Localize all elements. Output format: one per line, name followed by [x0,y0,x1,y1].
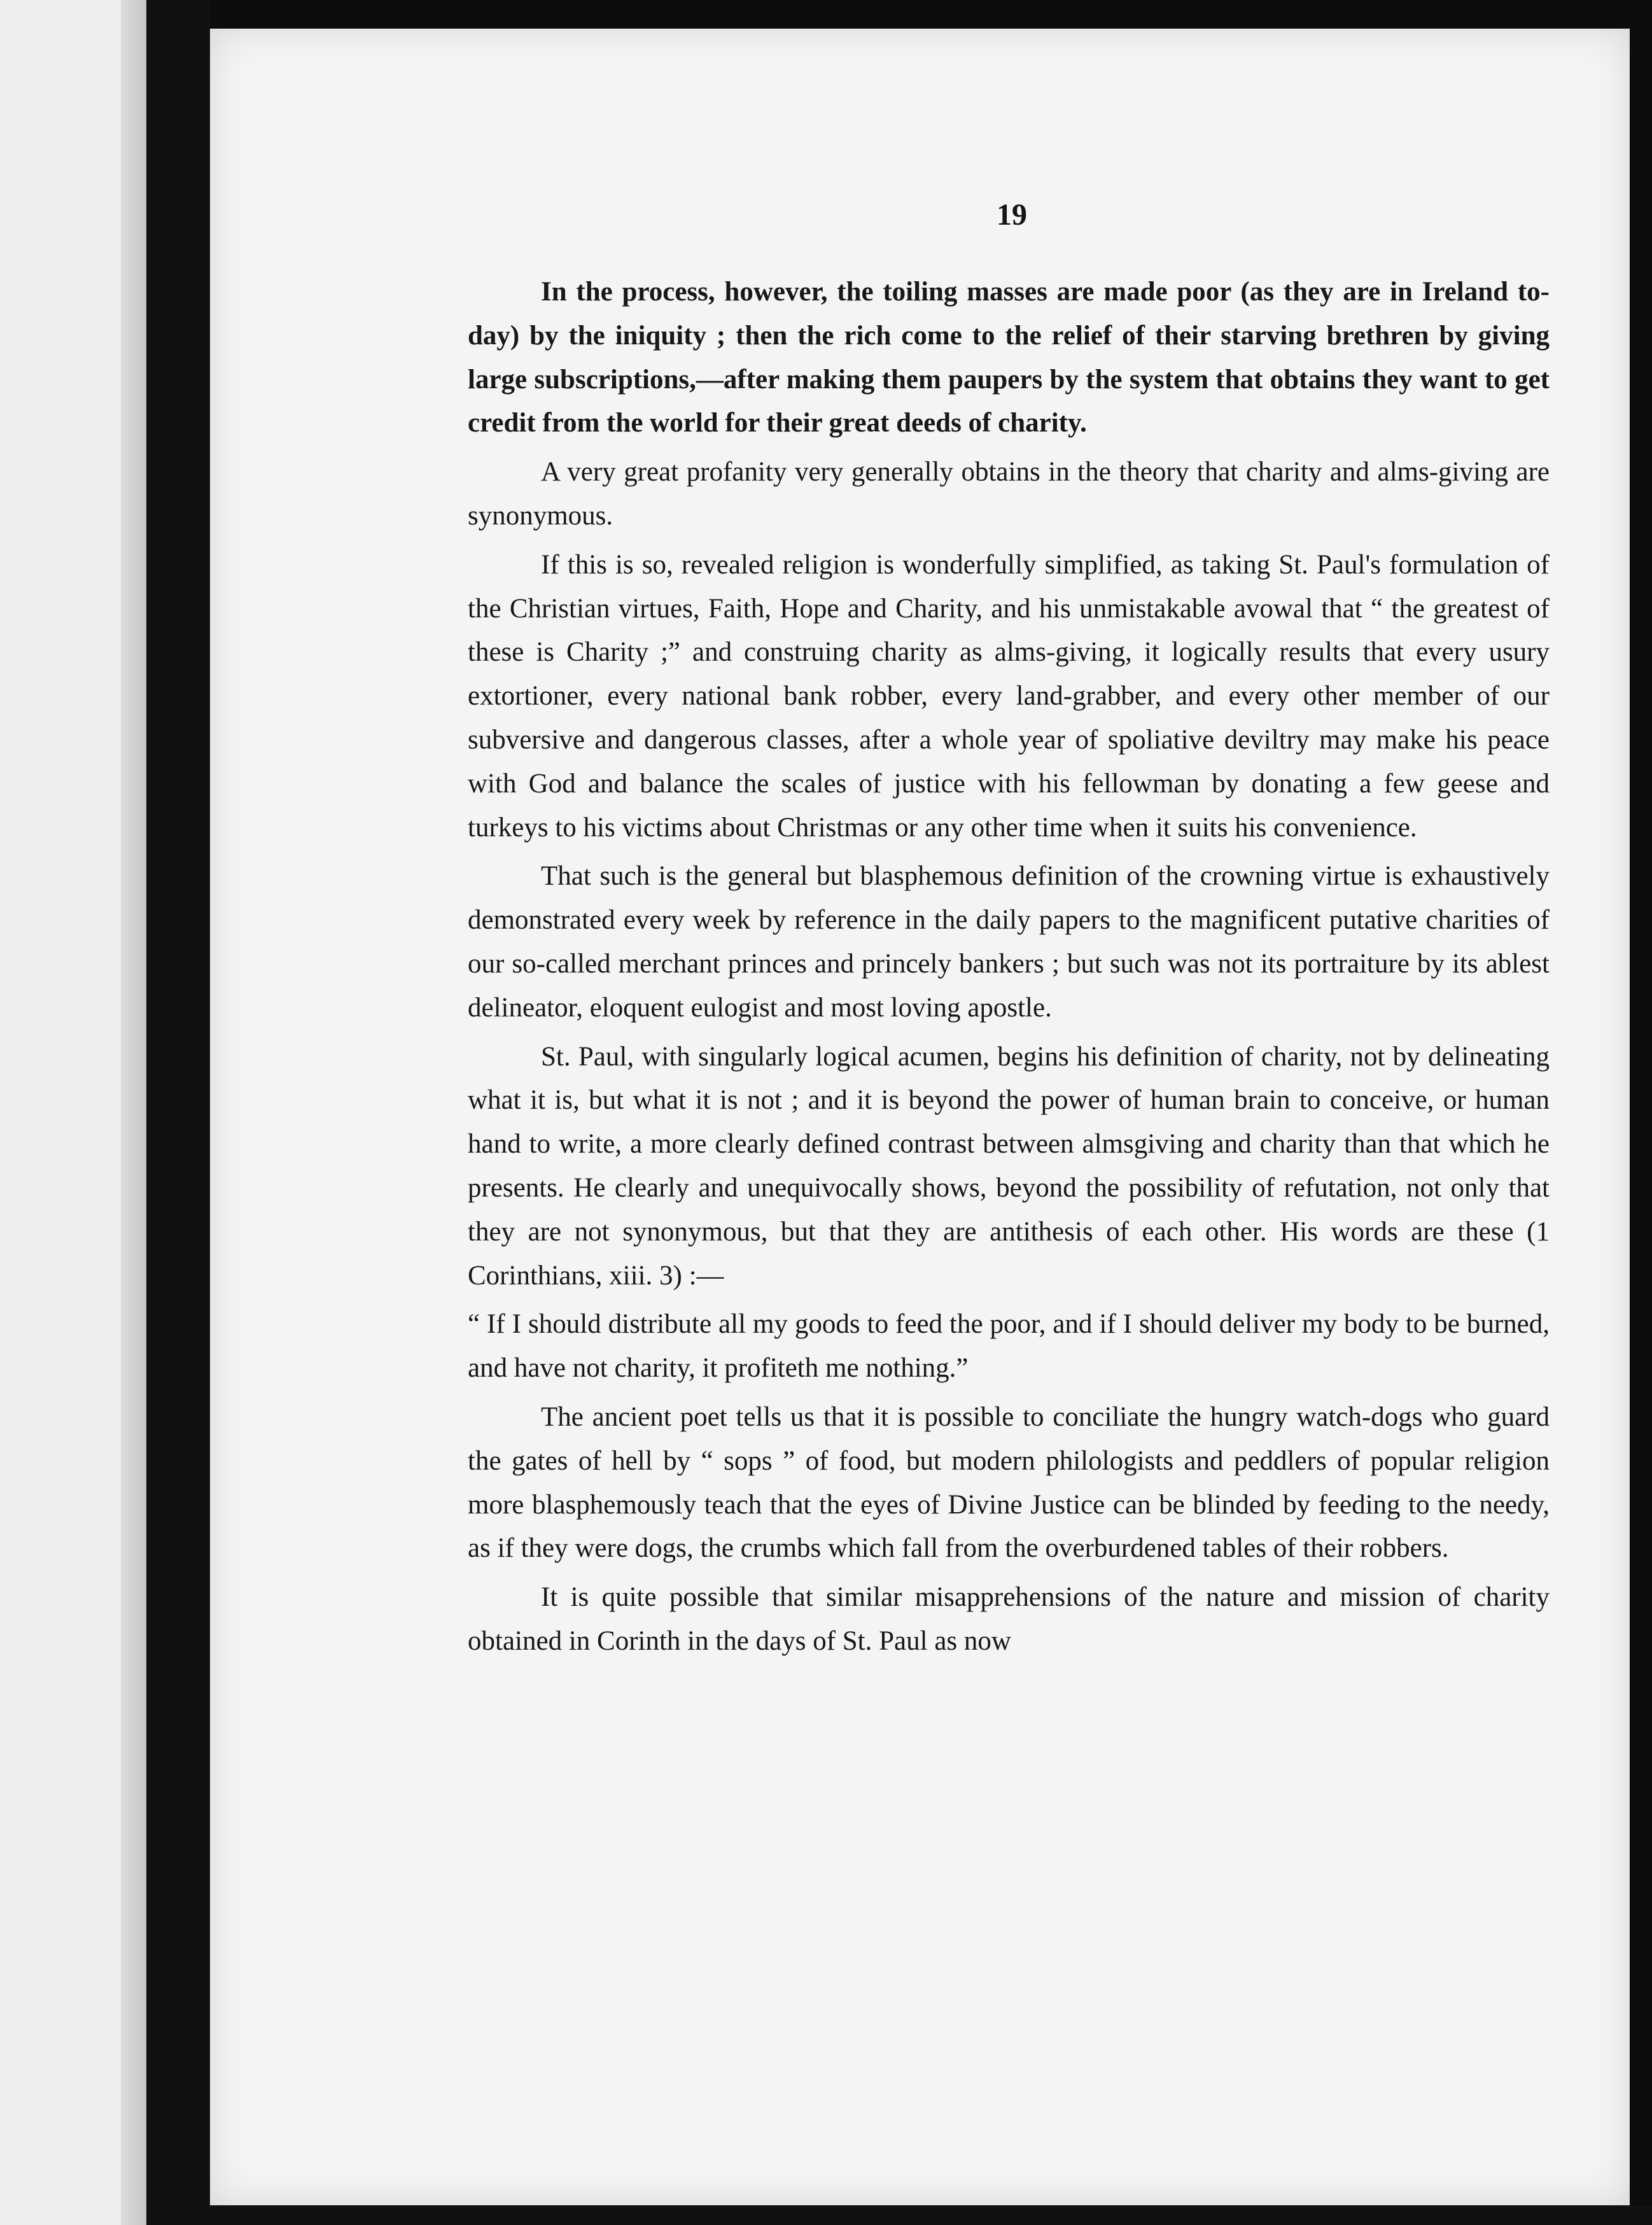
paragraph-4: That such is the general but blasphemous definition of the crowning virtue is exhaustively demonstrated every week by reference in the daily papers to the magnificent putative charities of our so-called merchant princes and princely bankers ; but such was not its portraiture by its ablest delineator, eloquent eulogist and most loving apostle. [468,861,1550,1023]
paragraph-1: In the process, however, the toiling masses are made poor (as they are in Ireland to-day) by the iniquity ; then the rich come to the relief of their starving brethren by giving large subscriptions,—after making them paupers by the system that obtains they want to get credit from the world for their great deeds of charity. [468,277,1550,439]
book-binding [146,0,210,2225]
facing-page-edge [0,0,146,2225]
quotation-paragraph: “ If I should distribute all my goods to feed the poor, and if I should deliver my body to be burned, and have not charity, it profiteth me nothing.” [468,1309,1550,1384]
page-number: 19 [997,198,1027,232]
paragraph-3: If this is so, revealed religion is wonderfully simplified, as taking St. Paul's formulation of the Christian virtues, Faith, Hope and Charity, and his unmistakable avowal that “ the greatest of these is Charity ;” and construing charity as alms-giving, it logically results that every usury extortioner, every national bank robber, every land-grabber, and every other member of our subversive and dangerous classes, after a whole year of spoliative deviltry may make his peace with God and balance the scales of justice with his fellowman by donating a few geese and turkeys to his victims about Christmas or any other time when it suits his convenience. [468,549,1550,843]
paragraph-7: The ancient poet tells us that it is possible to conciliate the hungry watch-dogs who guard the gates of hell by “ sops ” of food, but modern philologists and peddlers of popular religion more blasphemously teach that the eyes of Divine Justice can be blinded by feeding to the needy, as if they were dogs, the crumbs which fall from the overburdened tables of their robbers. [468,1401,1550,1564]
body-text [468,270,1550,1669]
page-bottom-shadow [210,2205,1652,2225]
paragraph-8: It is quite possible that similar misapprehensions of the nature and mission of charity obtained in Corinth in the days of St. Paul as now [468,1582,1550,1656]
paragraph-2: A very great profanity very generally obtains in the theory that charity and alms-giving are synonymous. [468,457,1550,531]
paragraph-5: St. Paul, with singularly logical acumen, begins his definition of charity, not by delineating what it is, but what it is not ; and it is beyond the power of human brain to conceive, or human hand to write, a more clearly defined contrast between almsgiving and charity than that which he presents. He clearly and unequivocally shows, beyond the possibility of refutation, not only that they are not synonymous, but that they are antithesis of each other. His words are these (1 Corinthians, xiii. 3) :— [468,1041,1550,1291]
